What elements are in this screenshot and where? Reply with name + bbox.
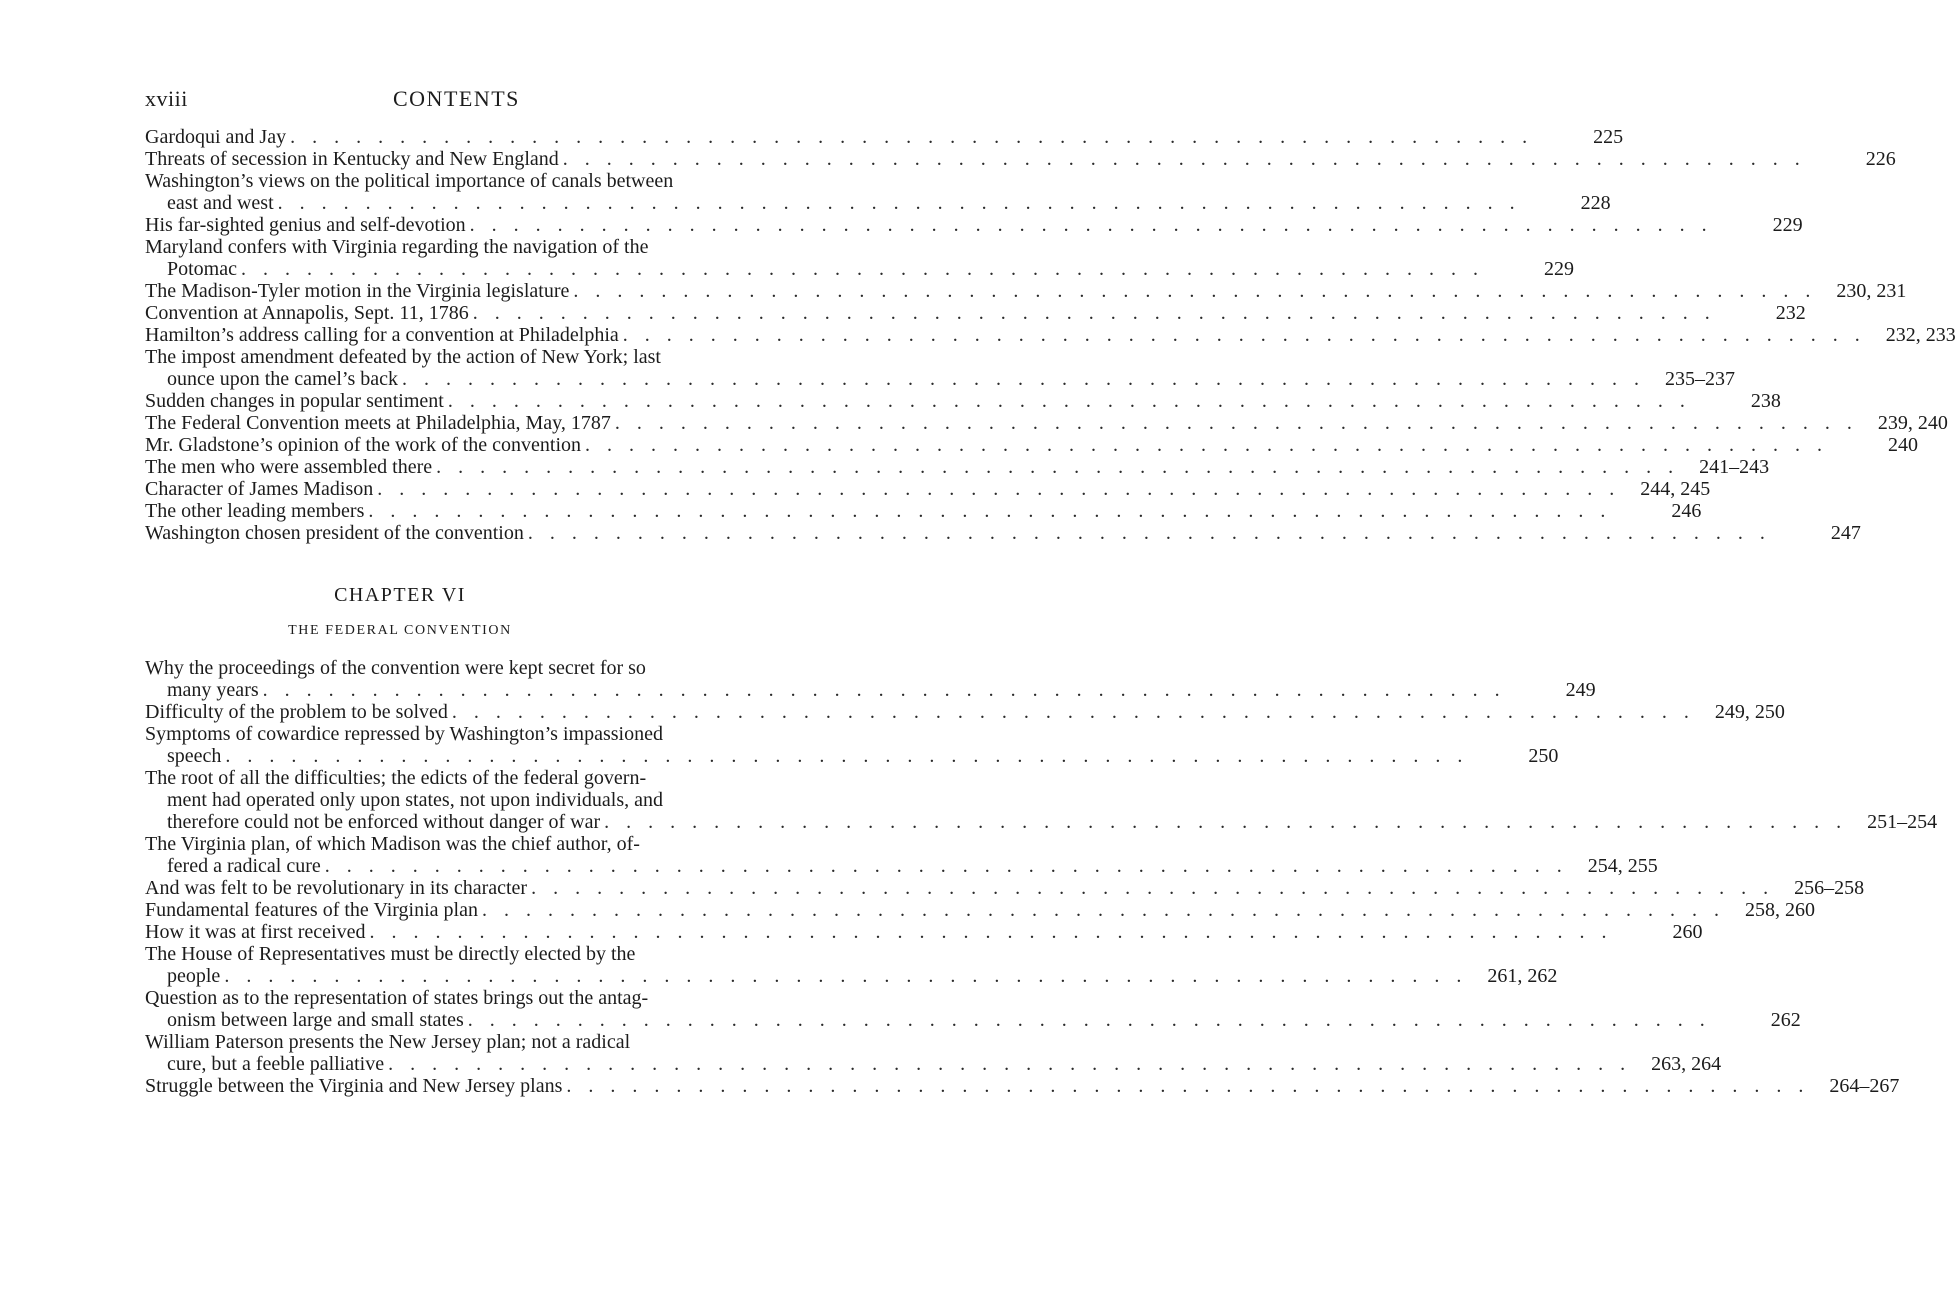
toc-entry-line	[145, 921, 1703, 943]
toc-entry-line	[145, 390, 1781, 412]
running-head	[0, 86, 800, 112]
toc-page-ref: 256–258	[1794, 877, 1865, 899]
toc-entry	[145, 478, 1711, 500]
toc-entry-text: Maryland confers with Virginia regarding the navigation of the	[145, 236, 649, 258]
toc-entry-text: Hamilton’s address calling for a convention at Philadelphia	[145, 324, 619, 346]
toc-page-ref: 260	[1672, 921, 1703, 943]
dot-leader: . . . . . . . . . . . . . . . . . . . . . . . . . . . . . . . . . . . . . . . . . . . . . . . . . . . . . . . . .	[377, 478, 1621, 500]
toc-entry	[145, 500, 1702, 522]
toc-entry-text: Gardoqui and Jay	[145, 126, 287, 148]
toc-entry-line	[145, 522, 1861, 544]
running-title: CONTENTS	[393, 86, 520, 111]
toc-entry	[145, 522, 1861, 544]
toc-page-ref: 261, 262	[1487, 965, 1558, 987]
toc-page-ref: 264–267	[1829, 1075, 1900, 1097]
toc-entry	[145, 390, 1781, 412]
toc-entry-text: The Federal Convention meets at Philadelphia, May, 1787	[145, 412, 611, 434]
dot-leader: . . . . . . . . . . . . . . . . . . . . . . . . . . . . . . . . . . . . . . . . . . . . . . . . . . . . . . . . .	[241, 258, 1484, 280]
toc-page-ref: 229	[1772, 214, 1803, 236]
toc-entry-line	[145, 148, 1896, 170]
page-number: xviii	[145, 86, 188, 111]
toc-entry-text: therefore could not be enforced without danger of war	[167, 811, 601, 833]
dot-leader: . . . . . . . . . . . . . . . . . . . . . . . . . . . . . . . . . . . . . . . . . . . . . . . . . . . . . . . . .	[614, 412, 1858, 434]
toc-entry-line	[145, 258, 1574, 280]
toc-entry-text: The impost amendment defeated by the action of New York; last	[145, 346, 661, 368]
toc-entry-line	[145, 1075, 1900, 1097]
chapter-heading: CHAPTER VI	[334, 584, 466, 606]
toc-entry-line	[145, 214, 1803, 236]
toc-entry-text: The other leading members	[145, 500, 365, 522]
toc-entry-text: And was felt to be revolutionary in its character	[145, 877, 528, 899]
toc-page-ref: 250	[1528, 745, 1559, 767]
toc-entry	[145, 148, 1896, 170]
toc-entry-text: speech	[167, 745, 222, 767]
toc-entry-line	[145, 236, 767, 258]
toc-entry-text: many years	[167, 679, 259, 701]
toc-entry-line	[145, 302, 1806, 324]
toc-entry	[145, 346, 1736, 390]
toc-entry-text: Potomac	[167, 258, 237, 280]
toc-page-ref: 235–237	[1665, 368, 1736, 390]
toc-entry-text: Washington’s views on the political importance of canals between	[145, 170, 674, 192]
dot-leader: . . . . . . . . . . . . . . . . . . . . . . . . . . . . . . . . . . . . . . . . . . . . . . . . . . . . . . . . .	[566, 1075, 1810, 1097]
toc-entry-line	[145, 811, 1938, 833]
toc-entry-text: William Paterson presents the New Jersey plan; not a radical	[145, 1031, 631, 1053]
toc-entry-line	[145, 789, 767, 811]
dot-leader: . . . . . . . . . . . . . . . . . . . . . . . . . . . . . . . . . . . . . . . . . . . . . . . . . . . . . . . . .	[447, 390, 1691, 412]
toc-page-ref: 249	[1565, 679, 1596, 701]
toc-entry-line	[145, 368, 1736, 390]
toc-entry-text: The men who were assembled there	[145, 456, 433, 478]
toc-page-ref: 229	[1544, 258, 1574, 280]
dot-leader: . . . . . . . . . . . . . . . . . . . . . . . . . . . . . . . . . . . . . . . . . . . . . . . . . . . . . . . . .	[527, 522, 1771, 544]
dot-leader: . . . . . . . . . . . . . . . . . . . . . . . . . . . . . . . . . . . . . . . . . . . . . . . . . . . . . . . . .	[369, 921, 1613, 943]
toc-entry	[145, 456, 1770, 478]
toc-page-ref: 258, 260	[1744, 899, 1815, 921]
toc-entry-line	[145, 987, 767, 1009]
toc-entry-line	[145, 280, 1907, 302]
toc-entry-line	[145, 943, 767, 965]
toc-page-ref: 246	[1671, 500, 1702, 522]
toc-entry-line	[145, 478, 1711, 500]
toc-entry-line	[145, 877, 1865, 899]
toc-entry-text: Why the proceedings of the convention were kept secret for so	[145, 657, 646, 679]
dot-leader: . . . . . . . . . . . . . . . . . . . . . . . . . . . . . . . . . . . . . . . . . . . . . . . . . . . . . . . . .	[224, 965, 1468, 987]
toc-entry-text: Symptoms of cowardice repressed by Washington’s impassioned	[145, 723, 663, 745]
toc-entry	[145, 170, 1611, 214]
toc-page-ref: 244, 245	[1640, 478, 1711, 500]
toc-entry-line	[145, 1009, 1801, 1031]
toc-entry-line	[145, 170, 767, 192]
toc-entry	[145, 921, 1703, 943]
toc-entry	[145, 1075, 1900, 1097]
toc-entry	[145, 987, 1801, 1031]
toc-entry-text: Threats of secession in Kentucky and New England	[145, 148, 559, 170]
toc-entry	[145, 324, 1956, 346]
toc-page-ref: 247	[1830, 522, 1861, 544]
toc-page-ref: 228	[1580, 192, 1611, 214]
toc-page-ref: 230, 231	[1836, 280, 1907, 302]
toc-entry-text: east and west	[167, 192, 274, 214]
toc-entry	[145, 434, 1919, 456]
toc-entry-text: cure, but a feeble palliative	[167, 1053, 385, 1075]
contents-list-chapter-vi	[145, 657, 1938, 1097]
toc-entry-line	[145, 500, 1702, 522]
dot-leader: . . . . . . . . . . . . . . . . . . . . . . . . . . . . . . . . . . . . . . . . . . . . . . . . . . . . . . . . .	[436, 456, 1680, 478]
toc-entry	[145, 280, 1907, 302]
toc-entry	[145, 767, 1938, 833]
dot-leader: . . . . . . . . . . . . . . . . . . . . . . . . . . . . . . . . . . . . . . . . . . . . . . . . . . . . . . . . .	[451, 701, 1695, 723]
toc-entry	[145, 701, 1785, 723]
toc-entry-line	[145, 126, 1624, 148]
toc-entry-line	[145, 679, 1596, 701]
toc-entry-text: How it was at first received	[145, 921, 366, 943]
toc-entry-line	[145, 412, 1948, 434]
dot-leader: . . . . . . . . . . . . . . . . . . . . . . . . . . . . . . . . . . . . . . . . . . . . . . . . . . . . . . . . .	[562, 148, 1806, 170]
toc-entry	[145, 899, 1815, 921]
toc-entry-text: The root of all the difficulties; the edicts of the federal govern-	[145, 767, 647, 789]
dot-leader: . . . . . . . . . . . . . . . . . . . . . . . . . . . . . . . . . . . . . . . . . . . . . . . . . . . . . . . . .	[262, 679, 1506, 701]
toc-entry-text: people	[167, 965, 221, 987]
dot-leader: . . . . . . . . . . . . . . . . . . . . . . . . . . . . . . . . . . . . . . . . . . . . . . . . . . . . . . . . .	[573, 280, 1817, 302]
toc-entry-text: Convention at Annapolis, Sept. 11, 1786	[145, 302, 469, 324]
toc-entry-text: Character of James Madison	[145, 478, 374, 500]
toc-page-ref: 241–243	[1699, 456, 1770, 478]
toc-page-ref: 251–254	[1867, 811, 1938, 833]
dot-leader: . . . . . . . . . . . . . . . . . . . . . . . . . . . . . . . . . . . . . . . . . . . . . . . . . . . . . . . . .	[622, 324, 1866, 346]
dot-leader: . . . . . . . . . . . . . . . . . . . . . . . . . . . . . . . . . . . . . . . . . . . . . . . . . . . . . . . . .	[388, 1053, 1632, 1075]
toc-entry-text: The Virginia plan, of which Madison was the chief author, of-	[145, 833, 640, 855]
dot-leader: . . . . . . . . . . . . . . . . . . . . . . . . . . . . . . . . . . . . . . . . . . . . . . . . . . . . . . . . .	[469, 214, 1713, 236]
dot-leader: . . . . . . . . . . . . . . . . . . . . . . . . . . . . . . . . . . . . . . . . . . . . . . . . . . . . . . . . .	[225, 745, 1469, 767]
toc-entry-text: His far-sighted genius and self-devotion	[145, 214, 466, 236]
toc-entry	[145, 412, 1948, 434]
toc-entry-line	[145, 965, 1558, 987]
chapter-subtitle: THE FEDERAL CONVENTION	[288, 623, 512, 638]
toc-entry-line	[145, 701, 1785, 723]
toc-entry-line	[145, 324, 1956, 346]
dot-leader: . . . . . . . . . . . . . . . . . . . . . . . . . . . . . . . . . . . . . . . . . . . . . . . . . . . . . . . . .	[290, 126, 1534, 148]
toc-entry	[145, 877, 1865, 899]
toc-entry	[145, 723, 1559, 767]
toc-page-ref: 226	[1865, 148, 1896, 170]
toc-entry-line	[145, 855, 1658, 877]
toc-entry-line	[145, 723, 767, 745]
toc-entry-line	[145, 767, 767, 789]
toc-entry-line	[145, 192, 1611, 214]
toc-entry-text: Struggle between the Virginia and New Jersey plans	[145, 1075, 563, 1097]
toc-entry-text: fered a radical cure	[167, 855, 321, 877]
toc-entry-text: Fundamental features of the Virginia plan	[145, 899, 478, 921]
dot-leader: . . . . . . . . . . . . . . . . . . . . . . . . . . . . . . . . . . . . . . . . . . . . . . . . . . . . . . . . .	[472, 302, 1716, 324]
dot-leader: . . . . . . . . . . . . . . . . . . . . . . . . . . . . . . . . . . . . . . . . . . . . . . . . . . . . . . . . .	[531, 877, 1775, 899]
toc-entry-line	[145, 434, 1919, 456]
toc-entry	[145, 236, 1574, 280]
toc-entry	[145, 943, 1558, 987]
toc-entry-text: The Madison-Tyler motion in the Virginia legislature	[145, 280, 570, 302]
toc-page-ref: 238	[1750, 390, 1781, 412]
toc-entry-line	[145, 745, 1559, 767]
toc-entry	[145, 126, 1624, 148]
toc-page-ref: 232, 233	[1885, 324, 1956, 346]
toc-entry-line	[145, 1053, 1722, 1075]
toc-entry-text: onism between large and small states	[167, 1009, 464, 1031]
dot-leader: . . . . . . . . . . . . . . . . . . . . . . . . . . . . . . . . . . . . . . . . . . . . . . . . . . . . . . . . .	[324, 855, 1568, 877]
toc-entry-text: ounce upon the camel’s back	[167, 368, 399, 390]
toc-page-ref: 232	[1775, 302, 1806, 324]
toc-entry-text: The House of Representatives must be directly elected by the	[145, 943, 636, 965]
toc-entry	[145, 657, 1596, 701]
toc-entry-text: Sudden changes in popular sentiment	[145, 390, 444, 412]
toc-entry	[145, 833, 1658, 877]
toc-page-ref: 254, 255	[1587, 855, 1658, 877]
contents-list-chapter-v	[145, 126, 1956, 544]
toc-entry-line	[145, 833, 767, 855]
dot-leader: . . . . . . . . . . . . . . . . . . . . . . . . . . . . . . . . . . . . . . . . . . . . . . . . . . . . . . . . .	[481, 899, 1725, 921]
toc-entry-text: Difficulty of the problem to be solved	[145, 701, 448, 723]
dot-leader: . . . . . . . . . . . . . . . . . . . . . . . . . . . . . . . . . . . . . . . . . . . . . . . . . . . . . . . . .	[604, 811, 1848, 833]
toc-entry-line	[145, 657, 767, 679]
toc-entry	[145, 1031, 1722, 1075]
toc-page-ref: 249, 250	[1714, 701, 1785, 723]
dot-leader: . . . . . . . . . . . . . . . . . . . . . . . . . . . . . . . . . . . . . . . . . . . . . . . . . . . . . . . . .	[402, 368, 1646, 390]
toc-entry	[145, 214, 1803, 236]
toc-entry-line	[145, 1031, 767, 1053]
toc-page-ref: 262	[1770, 1009, 1801, 1031]
toc-entry-line	[145, 346, 767, 368]
toc-entry-line	[145, 899, 1815, 921]
toc-entry-text: Question as to the representation of states brings out the antag-	[145, 987, 649, 1009]
dot-leader: . . . . . . . . . . . . . . . . . . . . . . . . . . . . . . . . . . . . . . . . . . . . . . . . . . . . . . . . .	[467, 1009, 1711, 1031]
dot-leader: . . . . . . . . . . . . . . . . . . . . . . . . . . . . . . . . . . . . . . . . . . . . . . . . . . . . . . . . .	[585, 434, 1829, 456]
toc-page-ref: 225	[1593, 126, 1624, 148]
toc-page-ref: 263, 264	[1651, 1053, 1722, 1075]
toc-entry-line	[145, 456, 1770, 478]
toc-entry-text: ment had operated only upon states, not upon individuals, and	[167, 789, 664, 811]
toc-page-ref: 240	[1888, 434, 1919, 456]
toc-page-ref: 239, 240	[1877, 412, 1948, 434]
toc-entry	[145, 302, 1806, 324]
dot-leader: . . . . . . . . . . . . . . . . . . . . . . . . . . . . . . . . . . . . . . . . . . . . . . . . . . . . . . . . .	[277, 192, 1521, 214]
toc-entry-text: Mr. Gladstone’s opinion of the work of the convention	[145, 434, 582, 456]
toc-entry-text: Washington chosen president of the convention	[145, 522, 524, 544]
dot-leader: . . . . . . . . . . . . . . . . . . . . . . . . . . . . . . . . . . . . . . . . . . . . . . . . . . . . . . . . .	[368, 500, 1612, 522]
